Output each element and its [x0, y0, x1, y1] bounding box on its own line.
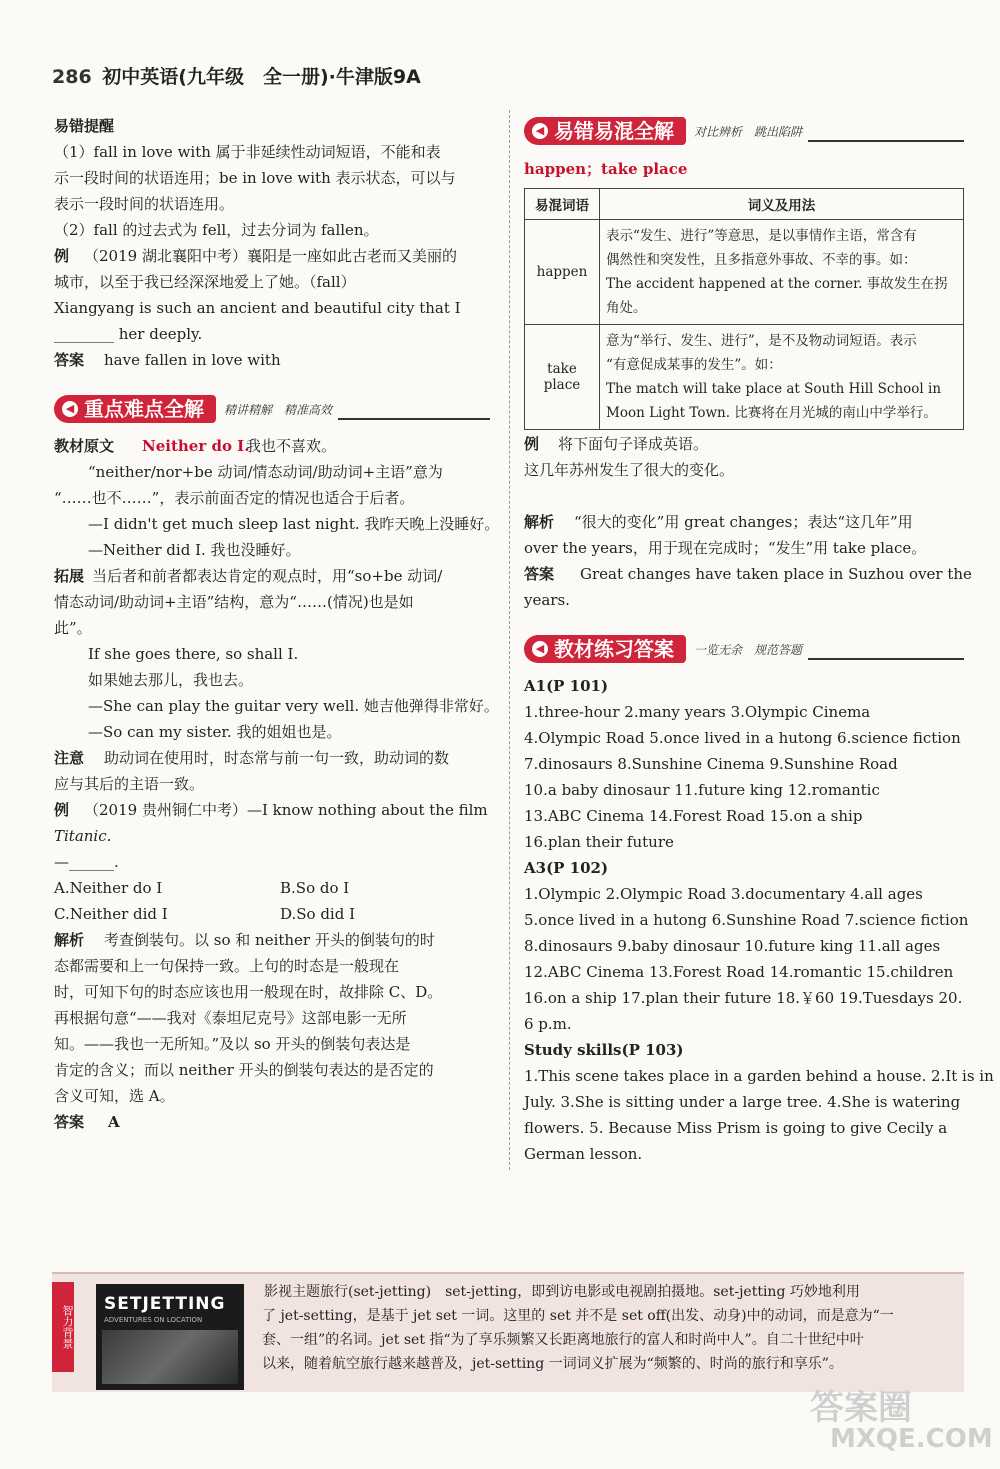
watermark-text: 答案圈	[810, 1388, 912, 1428]
answer-line: 16.on a ship 17.plan their future 18.￥60 19.Tuesdays 20.	[524, 989, 963, 1007]
extension-label: 拓展	[54, 567, 85, 585]
example-line: Titanic.	[54, 827, 112, 845]
answer-text: A	[108, 1113, 120, 1131]
extension-line: —She can play the guitar very well. 她吉他弹得非常好。	[88, 697, 499, 715]
banner-textbook-answers	[524, 634, 964, 664]
answer-line: flowers. 5. Because Miss Prism is going to give Cecily a	[524, 1119, 948, 1137]
orig-line: “neither/nor+be 动词/情态动词/助动词+主语”意为	[88, 463, 443, 481]
orig-line: —Neither did I. 我也没睡好。	[88, 541, 301, 559]
answer-line: years.	[524, 591, 570, 609]
answer-text: have fallen in love with	[104, 351, 281, 369]
table-header-row	[525, 189, 964, 220]
section-title-a3: A3(P 102)	[524, 859, 609, 877]
answer-line: 12.ABC Cinema 13.Forest Road 14.romantic 15.children	[524, 963, 954, 981]
compare-title: happen；take place	[524, 160, 688, 178]
banner-confusables	[524, 116, 964, 146]
comparison-table	[524, 188, 964, 430]
analysis-line: 考查倒装句。以 so 和 neither 开头的倒装句的时	[104, 931, 435, 949]
extension-line: 如果她去那儿，我也去。	[88, 671, 254, 689]
mistake-line: （2）fall 的过去式为 fell，过去分词为 fallen。	[54, 221, 379, 239]
poster-title: SETJETTING	[104, 1294, 226, 1314]
banner-subtitle: 精讲精解 精准高效	[224, 402, 333, 417]
table-header: 易混词语	[525, 189, 600, 220]
option-b: B.So do I	[280, 879, 350, 897]
answer-label: 答案	[54, 351, 85, 369]
background-tab: 智力背景	[52, 1282, 74, 1372]
analysis-label: 解析	[54, 931, 85, 949]
speaker-icon: ◀	[532, 641, 548, 657]
answer-line: 1.three-hour 2.many years 3.Olympic Cinema	[524, 703, 871, 721]
answer-line: 10.a baby dinosaur 11.future king 12.romantic	[524, 781, 880, 799]
answer-line: 13.ABC Cinema 14.Forest Road 15.on a ship	[524, 807, 863, 825]
page-number: 286	[52, 66, 92, 88]
note-line: 应与其后的主语一致。	[54, 775, 205, 793]
desc-line: 偶然性和突发性，且多指意外事故、不幸的事。如：	[606, 252, 917, 268]
mistake-line: 示一段时间的状语连用；be in love with 表示状态，可以与	[54, 169, 456, 187]
table-desc	[600, 325, 964, 430]
answer-line: 16.plan their future	[524, 833, 674, 851]
option-a: A.Neither do I	[54, 879, 163, 897]
table-term: happen	[525, 220, 600, 325]
mistake-line: 表示一段时间的状语连用。	[54, 195, 235, 213]
section-title-a1: A1(P 101)	[524, 677, 609, 695]
orig-label: 教材原文	[54, 437, 115, 455]
desc-line: 意为“举行、发生、进行”，是不及物动词短语。表示	[606, 333, 917, 349]
analysis-line: 知。——我也一无所知。”及以 so 开头的倒装句表达是	[54, 1035, 411, 1053]
extension-line: 情态动词/助动词+主语”结构，意为“……(情况)也是如	[54, 593, 414, 611]
mistake-heading: 易错提醒	[54, 117, 115, 135]
section-title-study-skills: Study skills(P 103)	[524, 1041, 684, 1059]
banner-subtitle: 对比辨析 跳出陷阱	[694, 124, 803, 139]
answer-line: July. 3.She is sitting under a large tree. 4.She is watering	[524, 1093, 961, 1111]
page-header	[52, 62, 421, 89]
example-label: 例	[54, 247, 70, 265]
orig-chinese: 我也不喜欢。	[246, 437, 337, 455]
speaker-icon: ◀	[532, 123, 548, 139]
extension-line: 此”。	[54, 619, 92, 637]
note-line: 助动词在使用时，时态常与前一句一致，助动词的数	[104, 749, 450, 767]
watermark-url: MXQE.COM	[830, 1424, 993, 1454]
example-line: ________ her deeply.	[54, 325, 203, 343]
footer-line: 影视主题旅行(set-jetting) set-jetting，即到访电影或电视剧拍摄地。set-jetting 巧妙地利用	[264, 1284, 860, 1300]
answer-line: German lesson.	[524, 1145, 643, 1163]
table-row	[525, 325, 964, 430]
analysis-line: over the years，用于现在完成时；“发生”用 take place。	[524, 539, 927, 557]
footer-line: 以来，随着航空旅行越来越普及，jet-setting 一词词义扩展为“频繁的、时尚的旅行和享乐”。	[262, 1356, 843, 1372]
analysis-line: 时，可知下句的时态应该也用一般现在时，故排除 C、D。	[54, 983, 443, 1001]
option-d: D.So did I	[280, 905, 356, 923]
poster-image	[102, 1330, 238, 1384]
example-label: 例	[524, 435, 540, 453]
desc-line: The match will take place at South Hill School in	[606, 381, 942, 397]
answer-line: Great changes have taken place in Suzhou over the	[580, 565, 972, 583]
table-desc	[600, 220, 964, 325]
banner-key-points	[54, 394, 490, 424]
banner-title: 教材练习答案	[554, 637, 674, 661]
mistake-line: （1）fall in love with 属于非延续性动词短语，不能和表	[54, 143, 441, 161]
analysis-label: 解析	[524, 513, 555, 531]
answer-line: 6 p.m.	[524, 1015, 572, 1033]
desc-line: 表示“发生、进行”等意思，是以事情作主语，常含有	[606, 228, 917, 244]
speaker-icon: ◀	[62, 401, 78, 417]
orig-line: “……也不……”，表示前面否定的情况也适合于后者。	[54, 489, 415, 507]
analysis-line: 态都需要和上一句保持一致。上句的时态是一般现在	[54, 957, 400, 975]
extension-line: If she goes there, so shall I.	[88, 645, 299, 663]
option-c: C.Neither did I	[54, 905, 168, 923]
answer-line: 5.once lived in a hutong 6.Sunshine Road 7.science fiction	[524, 911, 969, 929]
table-row	[525, 220, 964, 325]
example-label: 例	[54, 801, 70, 819]
analysis-line: 肯定的含义；而以 neither 开头的倒装句表达的是否定的	[54, 1061, 434, 1079]
analysis-line: “很大的变化”用 great changes；表达“这几年”用	[574, 513, 913, 531]
analysis-line: 再根据句意“——我对《泰坦尼克号》这部电影一无所	[54, 1009, 407, 1027]
orig-english: Neither do I.	[142, 437, 250, 455]
example-line: —______.	[54, 853, 119, 871]
answer-line: 7.dinosaurs 8.Sunshine Cinema 9.Sunshine Road	[524, 755, 898, 773]
example-line: （2019 贵州铜仁中考）—I know nothing about the film	[84, 801, 488, 819]
example-line: 城市，以至于我已经深深地爱上了她。（fall）	[54, 273, 356, 291]
analysis-line: 含义可知，选 A。	[54, 1087, 175, 1105]
answer-line: 4.Olympic Road 5.once lived in a hutong 6.science fiction	[524, 729, 961, 747]
answer-label: 答案	[54, 1113, 85, 1131]
extension-line: 当后者和前者都表达肯定的观点时，用“so+be 动词/	[92, 567, 443, 585]
desc-line: The accident happened at the corner. 事故发生在拐	[606, 276, 948, 292]
banner-subtitle: 一览无余 规范答题	[694, 642, 803, 657]
orig-line: —I didn't get much sleep last night. 我昨天晚上没睡好。	[88, 515, 500, 533]
banner-title: 重点难点全解	[84, 397, 204, 421]
example-line: （2019 湖北襄阳中考）襄阳是一座如此古老而又美丽的	[84, 247, 457, 265]
poster-subtitle: ADVENTURES ON LOCATION	[104, 1316, 203, 1324]
desc-line: “有意促成某事的发生”。如：	[606, 357, 782, 373]
desc-line: Moon Light Town. 比赛将在月光城的南山中学举行。	[606, 405, 937, 421]
footer-line: 套、一组”的名词。jet set 指“为了享乐频繁又长距离地旅行的富人和时尚中人”。自二十世纪中叶	[262, 1332, 864, 1348]
book-title: 初中英语(九年级 全一册)·牛津版9A	[102, 66, 421, 88]
note-label: 注意	[54, 749, 85, 767]
example-line: 这几年苏州发生了很大的变化。	[524, 461, 735, 479]
example-line: 将下面句子译成英语。	[558, 435, 709, 453]
desc-line: 角处。	[606, 300, 647, 316]
answer-label: 答案	[524, 565, 555, 583]
answer-line: 8.dinosaurs 9.baby dinosaur 10.future king 11.all ages	[524, 937, 941, 955]
footer-line: 了 jet-setting，是基于 jet set 一词。这里的 set 并不是 set off(出发、动身)中的动词，而是意为“一	[262, 1308, 894, 1324]
banner-title: 易错易混全解	[554, 119, 674, 143]
answer-line: 1.This scene takes place in a garden behind a house. 2.It is in	[524, 1067, 994, 1085]
extension-line: —So can my sister. 我的姐姐也是。	[88, 723, 342, 741]
table-header: 词义及用法	[600, 189, 964, 220]
example-line: Xiangyang is such an ancient and beautiful city that I	[54, 299, 461, 317]
column-divider	[509, 110, 510, 1170]
setjetting-poster	[96, 1284, 244, 1390]
answer-line: 1.Olympic 2.Olympic Road 3.documentary 4.all ages	[524, 885, 923, 903]
table-term: take place	[525, 325, 600, 430]
